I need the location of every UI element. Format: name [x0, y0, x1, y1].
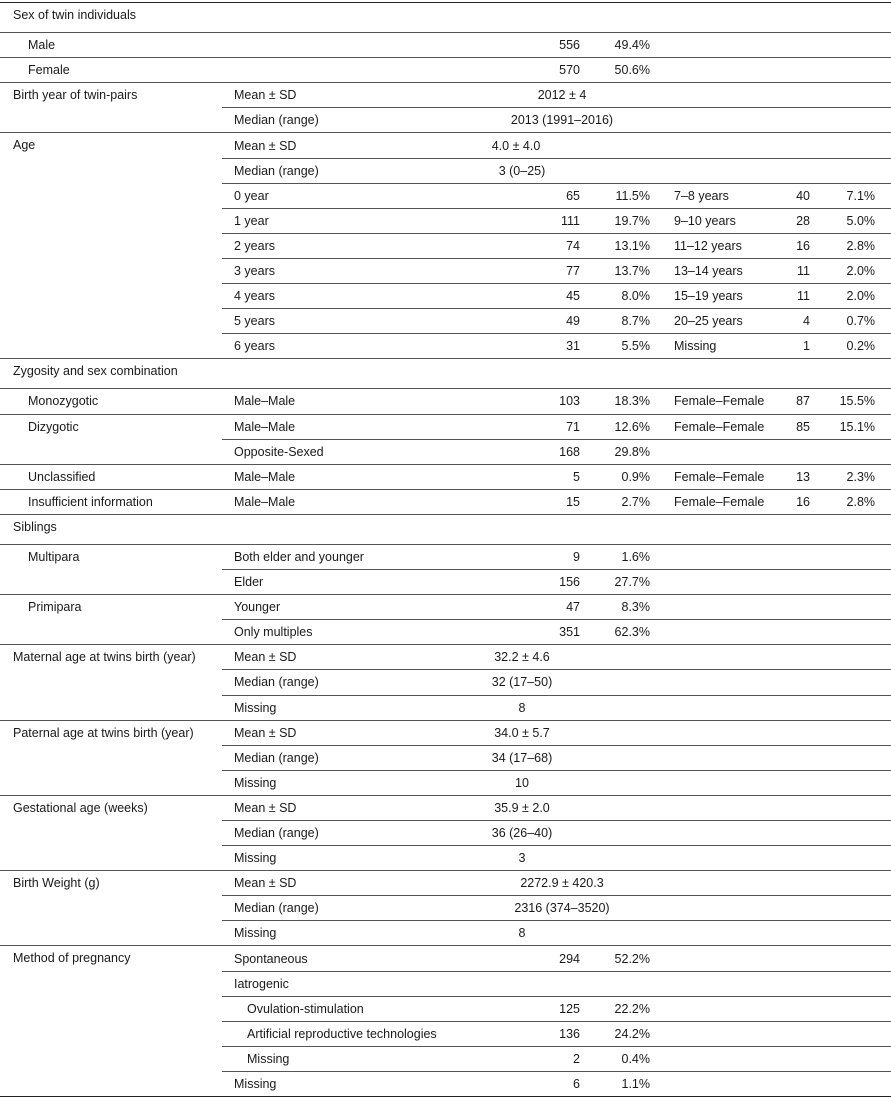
table-row: Median (range) 34 (17–68) [0, 745, 891, 770]
table-row: Median (range) 3 (0–25) [0, 158, 891, 183]
table-row: Age Mean ± SD 4.0 ± 4.0 [0, 133, 891, 158]
section-title-siblings: Siblings [0, 514, 891, 544]
section-title-birth-year: Birth year of twin-pairs [0, 83, 222, 133]
table-row: Dizygotic Male–Male 71 12.6% Female–Female 85 15.1% [0, 414, 891, 439]
table-row: Paternal age at twins birth (year) Mean ± SD 34.0 ± 5.7 [0, 720, 891, 745]
table-row: Missing 3 [0, 846, 891, 871]
table-row: Ovulation-stimulation 125 22.2% [0, 996, 891, 1021]
table-row: Elder 156 27.7% [0, 570, 891, 595]
table-row: 2 years 74 13.1% 11–12 years 16 2.8% [0, 233, 891, 258]
table-row: Median (range) 2316 (374–3520) [0, 896, 891, 921]
table-row: 3 years 77 13.7% 13–14 years 11 2.0% [0, 258, 891, 283]
table-row: Monozygotic Male–Male 103 18.3% Female–Female 87 15.5% [0, 389, 891, 414]
section-title-birth-weight: Birth Weight (g) [0, 871, 222, 946]
table-row: Iatrogenic [0, 971, 891, 996]
table-row: 1 year 111 19.7% 9–10 years 28 5.0% [0, 208, 891, 233]
table-row: Birth year of twin-pairs Mean ± SD 2012 ± 4 [0, 83, 891, 108]
table-row: 4 years 45 8.0% 15–19 years 11 2.0% [0, 284, 891, 309]
section-title-method: Method of pregnancy [0, 946, 222, 1097]
table-row: Method of pregnancy Spontaneous 294 52.2% [0, 946, 891, 971]
table-row: Missing 2 0.4% [0, 1046, 891, 1071]
table-row: Only multiples 351 62.3% [0, 620, 891, 645]
twin-characteristics-table [0, 2, 891, 1097]
table-row: Missing 8 [0, 921, 891, 946]
table-row: Unclassified Male–Male 5 0.9% Female–Female 13 2.3% [0, 464, 891, 489]
section-title-age: Age [0, 133, 222, 359]
table-row: Birth Weight (g) Mean ± SD 2272.9 ± 420.3 [0, 871, 891, 896]
table-row: Missing 8 [0, 695, 891, 720]
table-row: 5 years 49 8.7% 20–25 years 4 0.7% [0, 309, 891, 334]
table-row: Missing 10 [0, 770, 891, 795]
table-row: Gestational age (weeks) Mean ± SD 35.9 ± 2.0 [0, 795, 891, 820]
table-row: 6 years 31 5.5% Missing 1 0.2% [0, 334, 891, 359]
table-row: Multipara Both elder and younger 9 1.6% [0, 544, 891, 569]
table-row: Opposite-Sexed 168 29.8% [0, 439, 891, 464]
table-row: Insufficient information Male–Male 15 2.7% Female–Female 16 2.8% [0, 489, 891, 514]
table-row: Median (range) 36 (26–40) [0, 821, 891, 846]
table-row: Primipara Younger 47 8.3% [0, 595, 891, 620]
table-row: Median (range) 2013 (1991–2016) [0, 108, 891, 133]
table-row: 0 year 65 11.5% 7–8 years 40 7.1% [0, 183, 891, 208]
table-row: Male 556 49.4% [0, 33, 891, 58]
table-row: Artificial reproductive technologies 136 24.2% [0, 1021, 891, 1046]
table-row: Median (range) 32 (17–50) [0, 670, 891, 695]
section-title-paternal-age: Paternal age at twins birth (year) [0, 720, 222, 795]
table-row: Female 570 50.6% [0, 58, 891, 83]
section-title-gestational-age: Gestational age (weeks) [0, 795, 222, 870]
table-row: Maternal age at twins birth (year) Mean ± SD 32.2 ± 4.6 [0, 645, 891, 670]
table-row: Missing 6 1.1% [0, 1071, 891, 1096]
section-title-maternal-age: Maternal age at twins birth (year) [0, 645, 222, 720]
section-title-zygosity: Zygosity and sex combination [0, 359, 891, 389]
section-title-sex: Sex of twin individuals [13, 8, 136, 22]
